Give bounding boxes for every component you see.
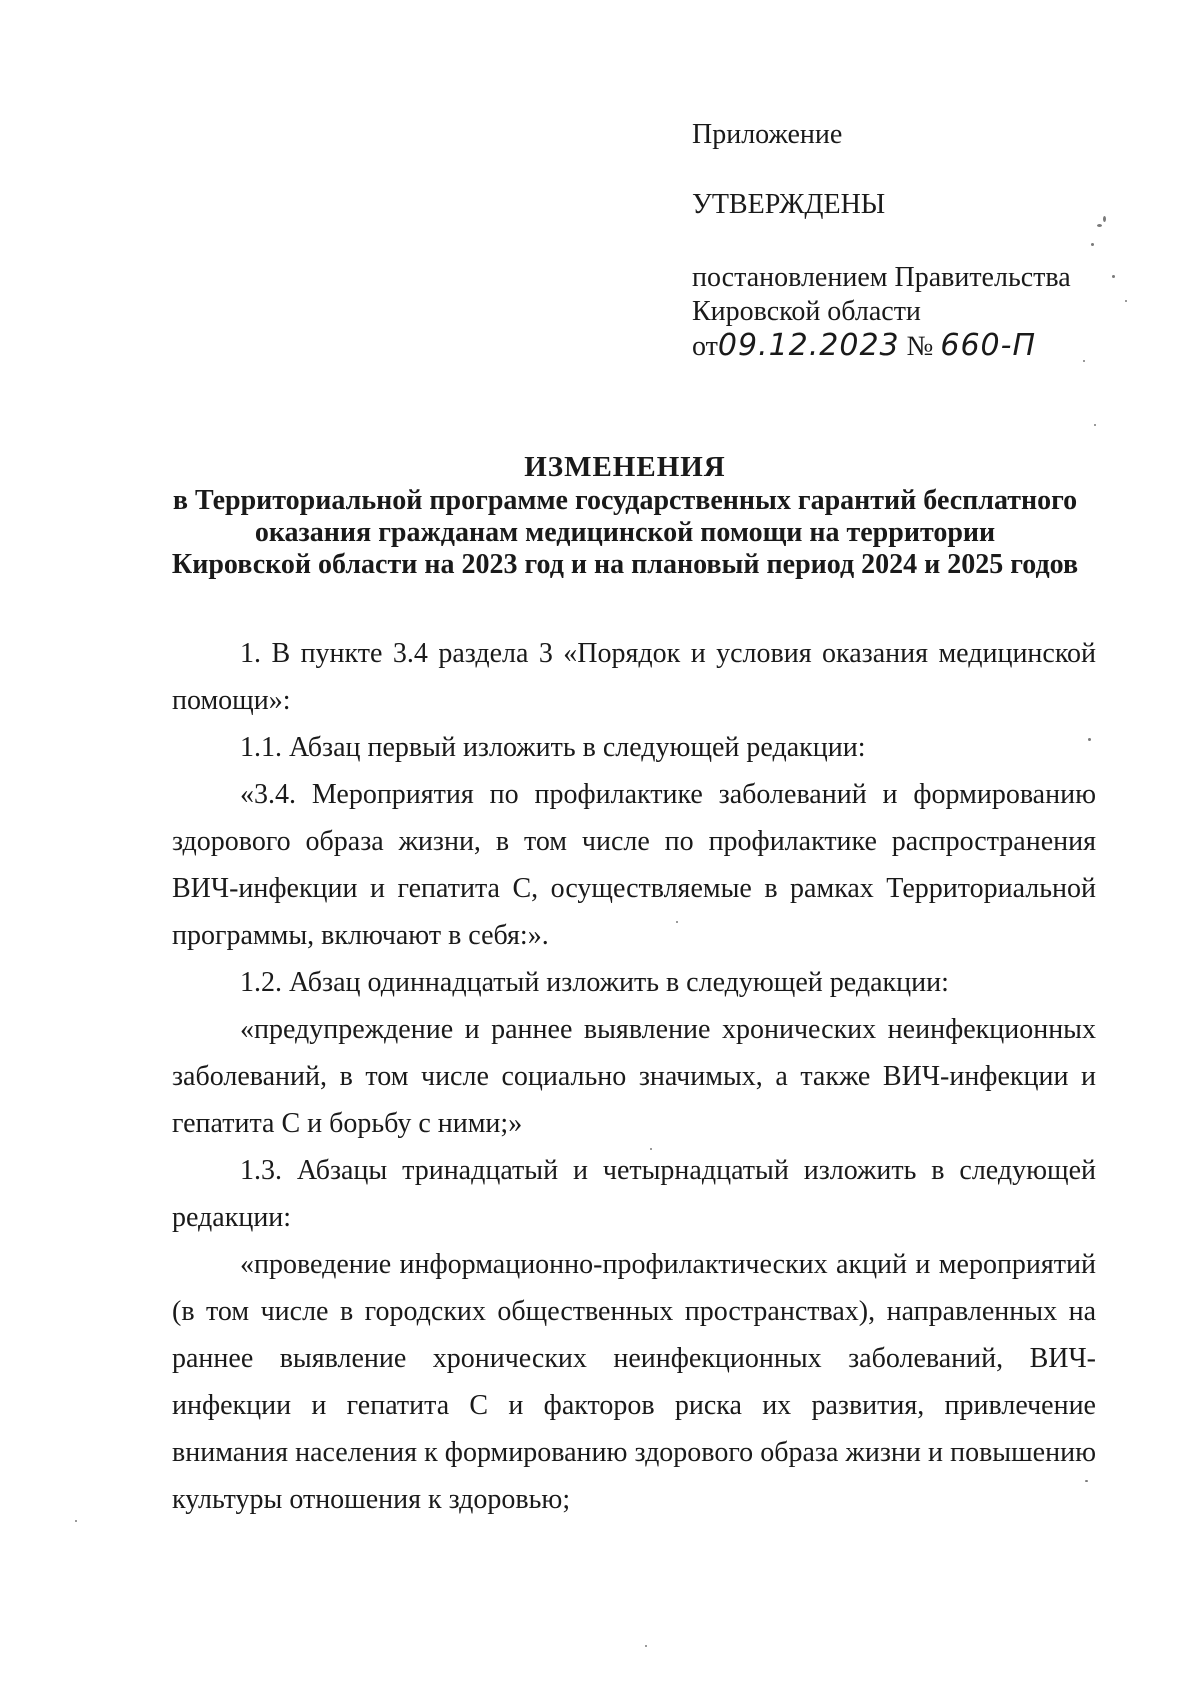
paragraph: 1. В пункте 3.4 раздела 3 «Порядок и условия оказания медицинской помощи»: [172,638,1096,716]
date-prefix: от [692,331,718,362]
paragraph: «проведение информационно-профилактических акций и мероприятий (в том числе в городских общественных пространствах), направленных на раннее выявление хронических неинфекционных заболеваний, ВИЧ-инфекции и гепатита С и факторов риска их развития, привлечение внимания населения к формированию здорового образа жизни и повышению культуры отношения к здоровью; [172,1249,1096,1515]
scan-speck [1085,1480,1088,1482]
number-sign: № [906,331,934,362]
approved-label: УТВЕРЖДЕНЫ [692,189,886,220]
scan-speck [1088,738,1091,741]
handwritten-number: 660-П [940,328,1037,363]
scan-speck [1097,224,1102,227]
scan-speck [75,1520,77,1522]
paragraph: «3.4. Мероприятия по профилактике заболеваний и формированию здорового образа жизни, в том числе по профилактике распространения ВИЧ-инфекции и гепатита С, осуществляемые в рамках Территориальной программы, включают в себя:». [172,779,1096,951]
title-subtitle-line: Кировской области на 2023 год и на плановый период 2024 и 2025 годов [171,549,1079,580]
scan-speck [1083,360,1085,362]
scan-speck [1091,243,1094,246]
paragraph: 1.1. Абзац первый изложить в следующей редакции: [240,732,866,763]
handwritten-date: 09.12.2023 [717,328,900,363]
title-subtitle-line: в Территориальной программе государственных гарантий бесплатного [172,485,1078,516]
decree-reference [692,261,1071,364]
scan-speck [676,921,678,923]
title-subtitle-line: оказания гражданам медицинской помощи на территории [254,517,996,548]
paragraph: 1.3. Абзацы тринадцатый и четырнадцатый изложить в следующей редакции: [172,1155,1096,1233]
decree-date-line [692,329,1071,364]
title-heading: ИЗМЕНЕНИЯ [524,451,726,483]
scan-speck [1112,275,1115,278]
scan-speck [645,1645,647,1647]
document-title [150,449,1100,581]
document-body [172,630,1096,1523]
decree-line-1: постановлением Правительства [692,262,1071,293]
paragraph: «предупреждение и раннее выявление хронических неинфекционных заболеваний, в том числе социально значимых, а также ВИЧ-инфекции и гепатита С и борьбу с ними;» [172,1014,1096,1139]
decree-line-2: Кировской области [692,296,921,327]
scan-speck [1094,424,1096,426]
scan-speck [650,1148,652,1150]
scan-speck [1103,216,1106,222]
paragraph: 1.2. Абзац одиннадцатый изложить в следующей редакции: [240,967,949,998]
scan-speck [1125,300,1127,302]
appendix-label: Приложение [692,119,843,150]
